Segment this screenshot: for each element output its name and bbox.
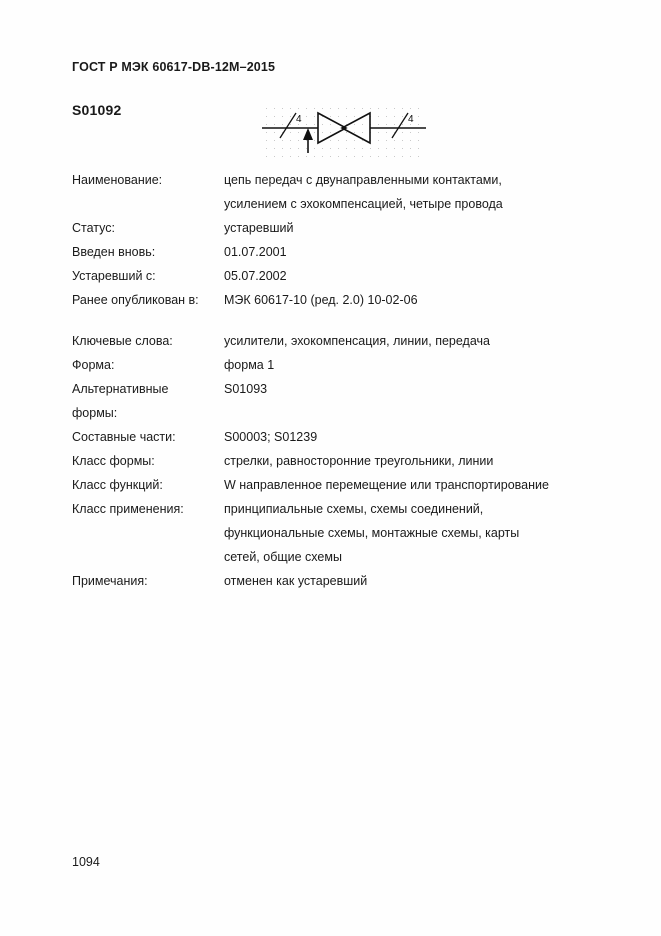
property-row [72, 449, 602, 473]
property-label [72, 240, 224, 264]
running-head: ГОСТ Р МЭК 60617-DB-12M–2015 [72, 60, 276, 74]
property-label [72, 329, 224, 353]
property-row [72, 264, 602, 288]
property-value [224, 216, 602, 240]
property-value [224, 425, 602, 449]
property-label-line: формы: [72, 406, 118, 420]
property-value-line: сетей, общие схемы [224, 550, 342, 564]
property-value-line: S00003; S01239 [224, 430, 318, 444]
property-value-line: усилением с эхокомпенсацией, четыре провода [224, 197, 503, 211]
property-value-line: 05.07.2002 [224, 269, 287, 283]
symbol-diagram [258, 100, 430, 162]
property-label-line: Составные части: [72, 430, 176, 444]
property-label-line: Форма: [72, 358, 115, 372]
property-label [72, 288, 224, 312]
property-label [72, 168, 224, 192]
property-value-spacer [224, 401, 602, 425]
property-label [72, 497, 224, 521]
property-label [72, 449, 224, 473]
property-label-line: Ключевые слова: [72, 334, 173, 348]
property-value-line: W направленное перемещение или транспортирование [224, 478, 549, 492]
property-value-line: МЭК 60617-10 (ред. 2.0) 10-02-06 [224, 293, 418, 307]
page-number: 1094 [72, 855, 100, 869]
property-row [72, 240, 602, 264]
property-value-line: функциональные схемы, монтажные схемы, карты [224, 526, 520, 540]
multi-conductor-count-right: 4 [408, 114, 414, 125]
property-label-line: Наименование: [72, 173, 163, 187]
property-label-line: Класс применения: [72, 502, 184, 516]
property-value [224, 569, 602, 593]
property-value [224, 288, 602, 312]
property-value [224, 353, 602, 377]
property-value-line: форма 1 [224, 358, 275, 372]
property-value-line: принципиальные схемы, схемы соединений, [224, 502, 484, 516]
symbol-code-heading: S01092 [72, 102, 122, 118]
property-value [224, 473, 602, 497]
multi-conductor-count-left: 4 [296, 114, 302, 125]
property-label-line: Класс функций: [72, 478, 163, 492]
property-row [72, 497, 602, 569]
property-row [72, 329, 602, 353]
property-label-line: Устаревший с: [72, 269, 156, 283]
property-value [224, 168, 602, 216]
property-label-line: Примечания: [72, 574, 148, 588]
property-row [72, 425, 602, 449]
property-row [72, 569, 602, 593]
property-value [224, 329, 602, 353]
property-label [72, 216, 224, 240]
property-label [72, 377, 224, 425]
property-label [72, 473, 224, 497]
property-label-line: Класс формы: [72, 454, 155, 468]
property-value-line: усилители, эхокомпенсация, линии, передача [224, 334, 490, 348]
property-row [72, 168, 602, 216]
property-label [72, 353, 224, 377]
property-row [72, 377, 602, 425]
property-value-line: 01.07.2001 [224, 245, 287, 259]
property-label-line: Введен вновь: [72, 245, 156, 259]
property-label-line: Статус: [72, 221, 115, 235]
property-label [72, 569, 224, 593]
property-value [224, 240, 602, 264]
property-label [72, 425, 224, 449]
property-label [72, 264, 224, 288]
property-value [224, 264, 602, 288]
property-label-line: Альтернативные [72, 382, 169, 396]
property-row [72, 288, 602, 312]
property-value-line: отменен как устаревший [224, 574, 368, 588]
symbol-properties-table [72, 168, 602, 593]
property-row [72, 353, 602, 377]
property-value [224, 497, 602, 569]
property-value [224, 377, 602, 425]
property-value-line: устаревший [224, 221, 294, 235]
property-value-line: S01093 [224, 382, 268, 396]
property-row [72, 473, 602, 497]
property-value-line: стрелки, равносторонние треугольники, линии [224, 454, 494, 468]
property-label-line: Ранее опубликован в: [72, 293, 199, 307]
property-value [224, 449, 602, 473]
property-row [72, 216, 602, 240]
property-value-line: цепь передач с двунаправленными контактами, [224, 173, 502, 187]
grid-background [262, 103, 426, 159]
